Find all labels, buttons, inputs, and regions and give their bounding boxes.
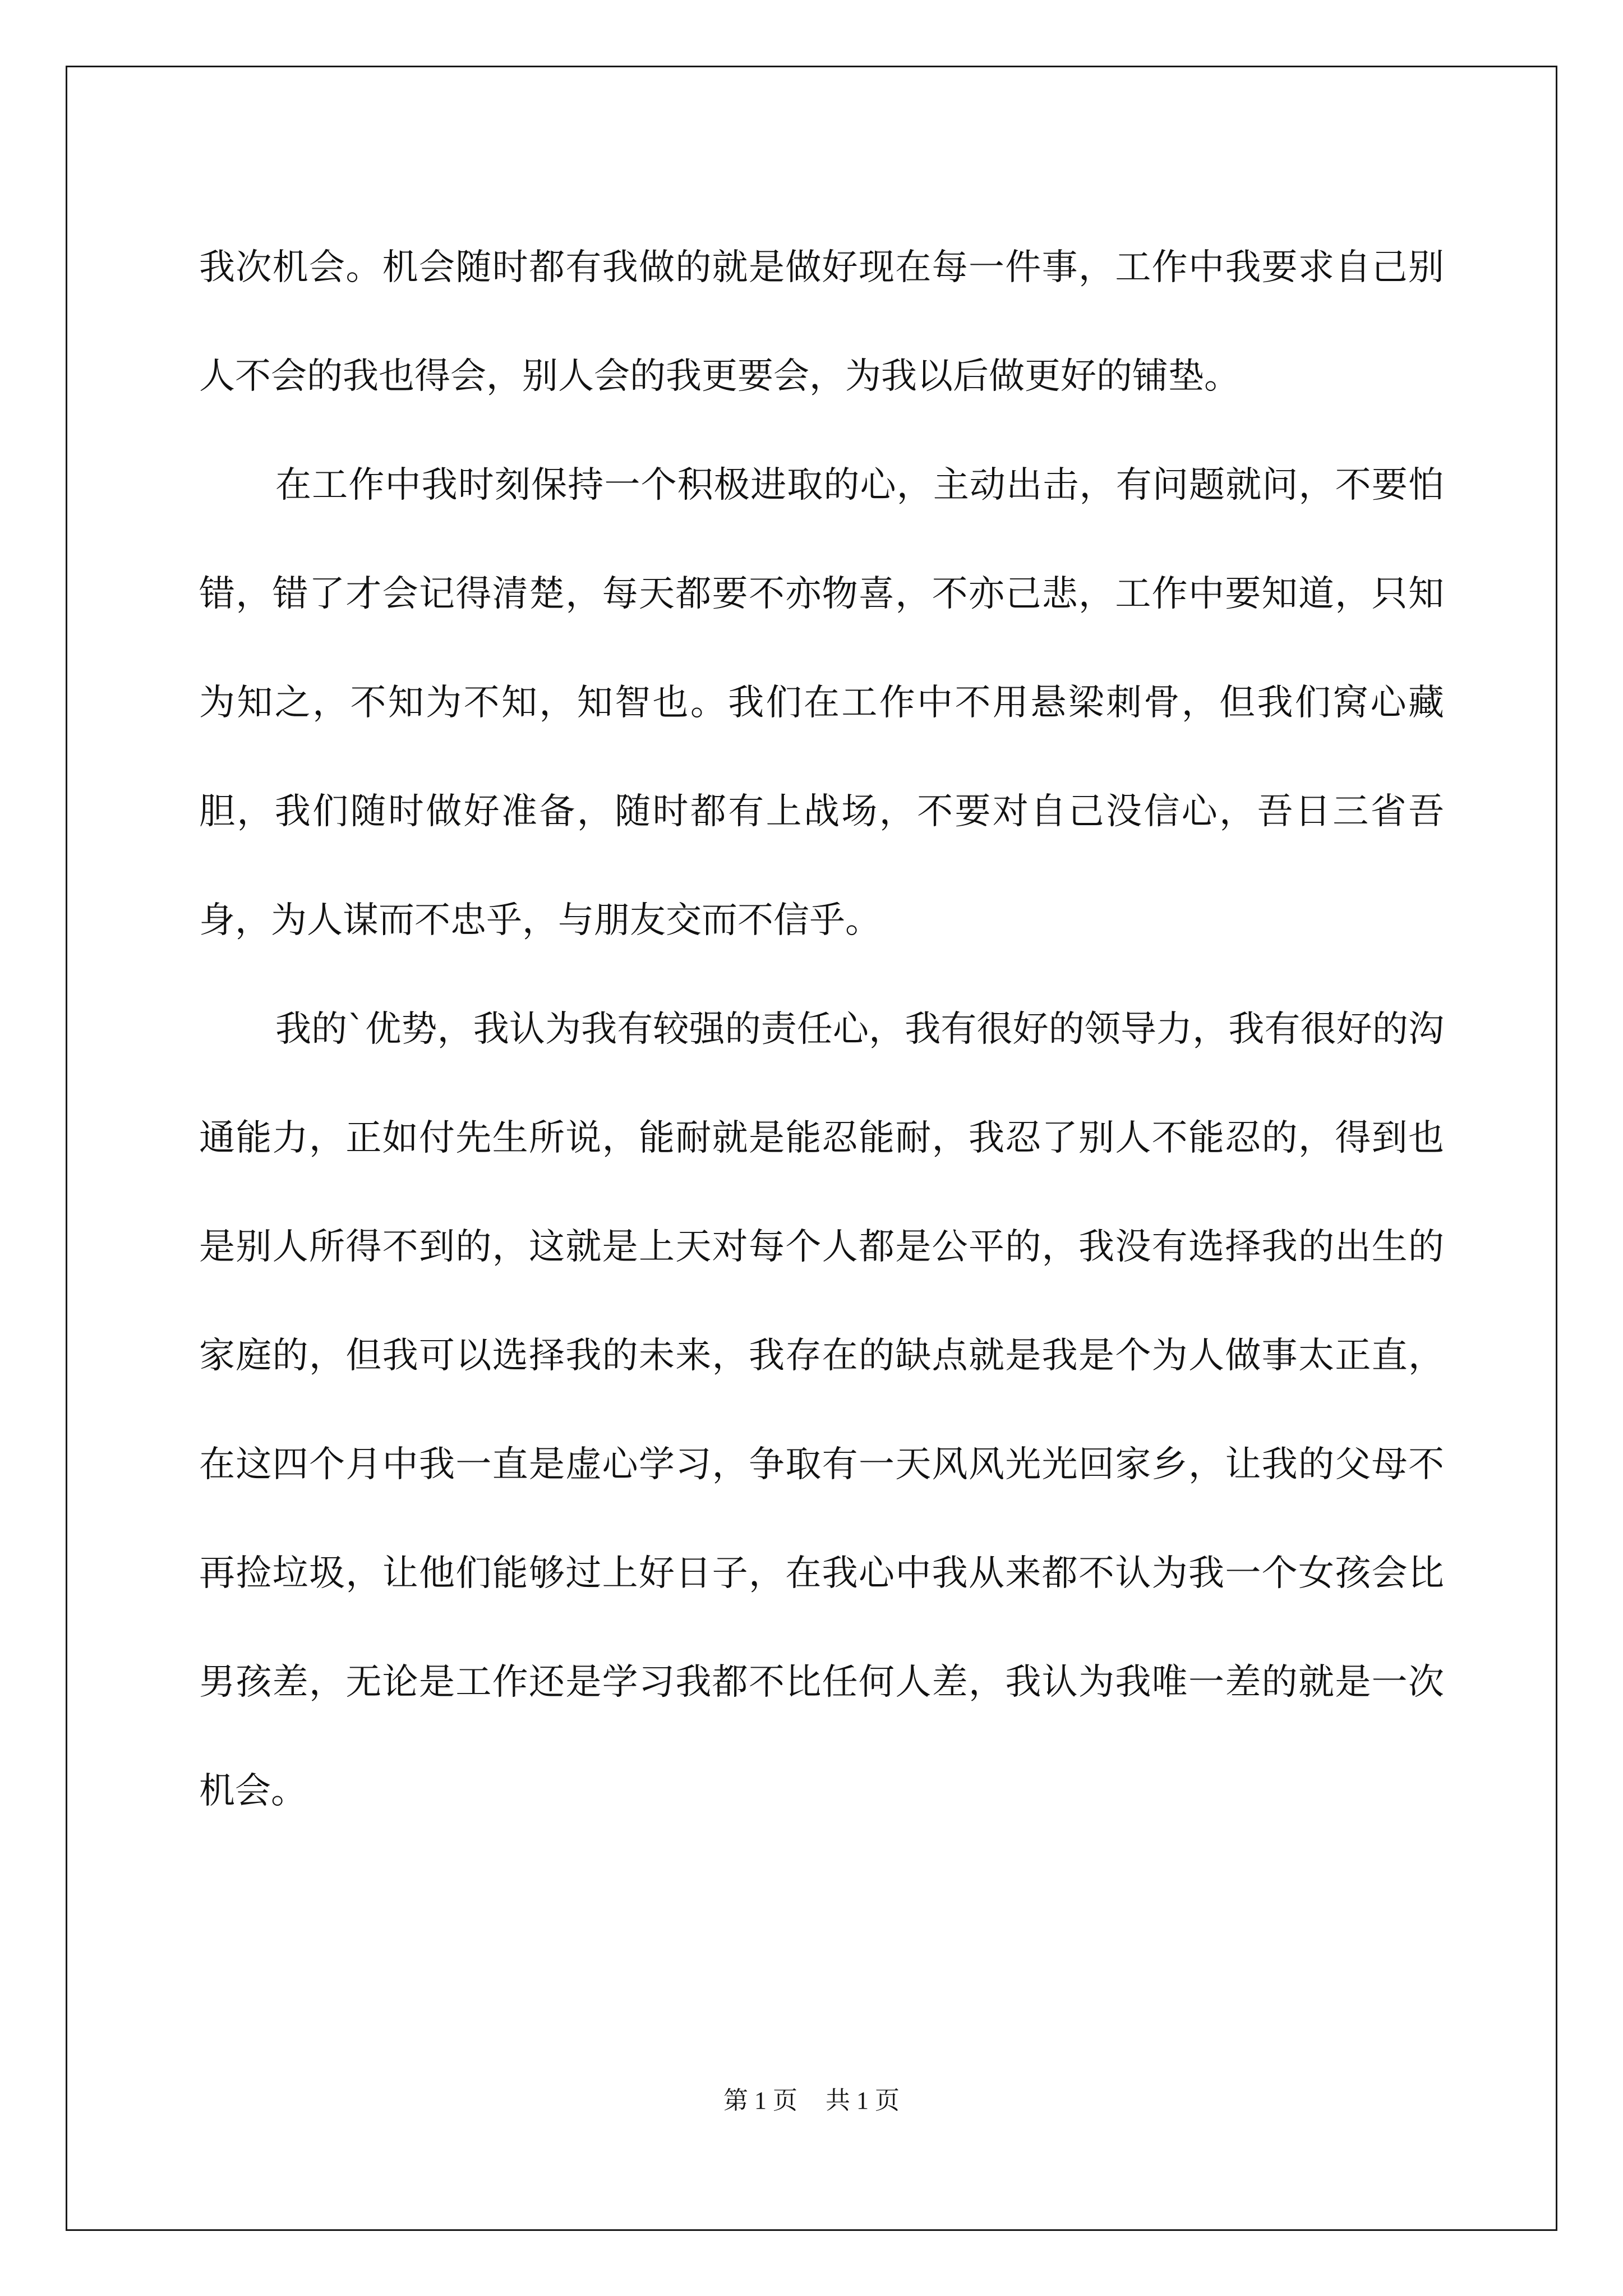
paragraph-1: 我次机会。机会随时都有我做的就是做好现在每一件事，工作中我要求自己别人不会的我也得会，别人会的我更要会，为我以后做更好的铺垫。 xyxy=(199,247,1444,397)
paragraph-2: 在工作中我时刻保持一个积极进取的心，主动出击，有问题就问，不要怕错，错了才会记得清楚，每天都要不亦物喜，不亦己悲，工作中要知道，只知为知之，不知为不知，知智也。我们在工作中不用悬梁刺骨，但我们窝心藏胆，我们随时做好准备，随时都有上战场，不要对自己没信心，吾日三省吾身，为人谋而不忠乎，与朋友交而不信乎。 xyxy=(199,464,1444,941)
document-body xyxy=(199,213,1444,1846)
paragraph-3: 我的`优势，我认为我有较强的责任心，我有很好的领导力，我有很好的沟通能力，正如付先生所说，能耐就是能忍能耐，我忍了别人不能忍的，得到也是别人所得不到的，这就是上天对每个人都是公平的，我没有选择我的出生的家庭的，但我可以选择我的未来，我存在的缺点就是我是个为人做事太正直，在这四个月中我一直是虚心学习，争取有一天风风光光回家乡，让我的父母不再捡垃圾，让他们能够过上好日子，在我心中我从来都不认为我一个女孩会比男孩差，无论是工作还是学习我都不比任何人差，我认为我唯一差的就是一次机会。 xyxy=(199,1009,1444,1812)
page-number: 第 1 页 xyxy=(723,2087,797,2114)
page-footer xyxy=(0,2080,1623,2116)
total-pages: 共 1 页 xyxy=(826,2087,900,2114)
